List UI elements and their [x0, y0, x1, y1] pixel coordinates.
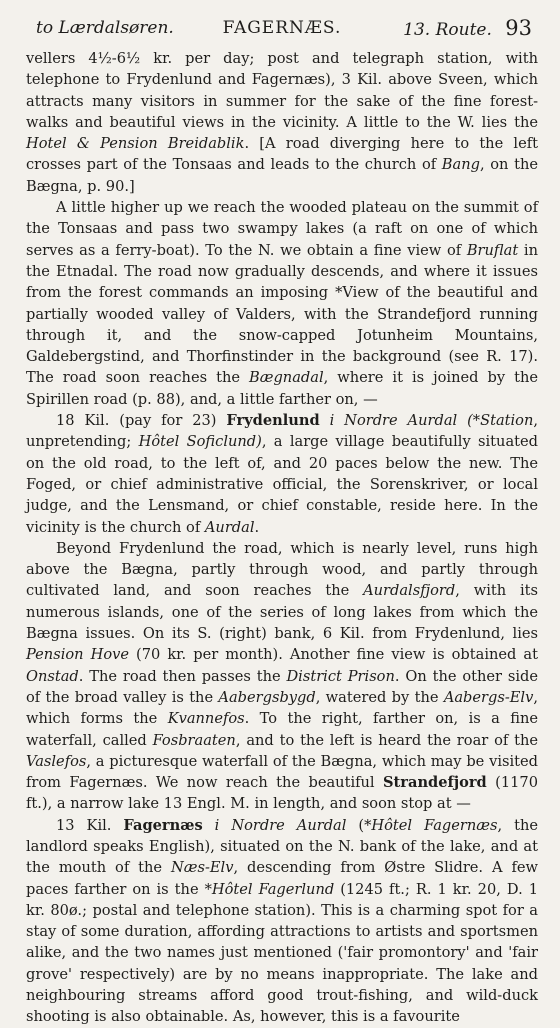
- italic-text: Hotel & Pension Breidablik: [26, 135, 245, 153]
- text-run: , the landlord speaks English), situated on the N. bank of the lake, and at the mouth of the: [26, 816, 538, 877]
- bold-text: Strandefjord: [383, 774, 487, 792]
- text-run: Beyond Frydenlund the road, which is nearly level, runs high above the Bægna, partly through wood, and partly through cultivated land, and soon reaches the: [26, 539, 538, 600]
- text-run: , watered by the: [315, 688, 444, 706]
- italic-text: Bruflat: [466, 241, 519, 259]
- italic-text: Aabergs-Elv: [443, 688, 534, 706]
- text-run: 18 Kil. (pay for 23): [56, 412, 227, 430]
- text-run: (70 kr. per month). Another fine view is obtained at: [128, 646, 538, 664]
- text-run: A little higher up we reach the wooded plateau on the summit of the Tonsaas and pass two swampy lakes (a raft on one of which serves as a ferry-boat). To the N. we obtain a fine view of: [26, 199, 538, 259]
- text-run: [203, 817, 215, 834]
- italic-text: Hôtel Fagerlund: [211, 880, 335, 898]
- text-run: [320, 412, 330, 429]
- italic-text: Pension Hove: [26, 646, 129, 664]
- text-run: . The road then passes the: [78, 667, 287, 685]
- bold-text: Fagernæs: [123, 816, 203, 834]
- italic-text: Bægnadal: [249, 369, 324, 387]
- text-run: , descending from Østre Slidre. A few paces farther on is the *: [26, 859, 538, 898]
- header-right: [403, 16, 532, 40]
- text-run: , unpretending;: [26, 412, 538, 451]
- italic-text: Næs-Elv: [170, 859, 234, 877]
- text-run: (1170 ft.), a narrow lake 13 Engl. M. in length, and soon stop at —: [26, 774, 538, 813]
- bold-text: Frydenlund: [226, 412, 320, 430]
- text-run: .: [254, 518, 260, 536]
- text-run: . On the other side of the broad valley is the: [26, 667, 538, 706]
- italic-text: Aurdalsfjord: [363, 582, 456, 600]
- italic-text: i Nordre Aurdal: [214, 816, 347, 834]
- paragraph: [26, 815, 538, 1028]
- text-run: . [A road diverging here to the left crosses part of the Tonsaas and leads to the church of: [26, 135, 538, 174]
- italic-text: Kvannefos: [167, 710, 245, 728]
- paragraph: [26, 197, 538, 410]
- header-center-title: FAGERNÆS.: [222, 18, 342, 38]
- header-route: 13. Route.: [403, 20, 492, 40]
- italic-text: Hôtel Soficlund): [138, 433, 262, 451]
- text-run: , which forms the: [26, 688, 538, 728]
- italic-text: Vaslefos: [26, 752, 87, 770]
- text-run: (: [346, 816, 365, 834]
- paragraph: [26, 538, 538, 815]
- text-run: , on the Bægna, p. 90.]: [26, 156, 538, 195]
- italic-text: District Prison: [286, 667, 395, 685]
- italic-text: Aurdal: [204, 518, 255, 536]
- running-header: [26, 14, 538, 48]
- text-run: , and to the left is heard the roar of the: [235, 731, 538, 749]
- text-run: . To the right, farther on, is a fine waterfall, called: [26, 710, 538, 749]
- italic-text: Aabergsbygd: [218, 688, 316, 706]
- text-run: , with its numerous islands, one of the series of long lakes from which the Bægna issues. On its S. (right) bank, 6 Kil. from Frydenlund, lies: [26, 582, 538, 643]
- text-run: , where it is joined by the Spirillen road (p. 88), and, a little farther on, —: [26, 369, 538, 408]
- page-number: 93: [505, 16, 532, 40]
- paragraph: [26, 410, 538, 538]
- paragraph: [26, 48, 538, 197]
- text-run: in the Etnadal. The road now gradually descends, and where it issues from the forest commands an imposing *View of the beautiful and partially wooded valley of Valders, with the Strandefjord running through it, and the snow-capped Jotunheim Mountains, Galdebergstind, and Thorfinstinder in the background (see R. 17). The road soon reaches the: [26, 241, 538, 387]
- italic-text: Bang: [441, 156, 480, 174]
- text-run: , a picturesque waterfall of the Bægna, which may be visited from Fagernæs. We now reach the beautiful: [26, 752, 538, 792]
- italic-text: Onstad: [26, 667, 79, 685]
- italic-text: Fosbraaten: [152, 731, 236, 749]
- text-run: 13 Kil.: [56, 816, 124, 834]
- body-text: [26, 48, 538, 1028]
- text-run: , a large village beautifully situated on the old road, to the left of, and 20 paces below the new. The Foged, or chief administrative official, the Sorenskriver, or local judge, and the Lensmand, or chief constable, reside here. In the vicinity is the church of: [26, 433, 538, 536]
- text-run: (1245 ft.; R. 1 kr. 20, D. 1 kr. 80ø.; postal and telephone station). This is a charming spot for a stay of some duration, affording attractions to artists and sportsmen alike, and the two names just mentioned ('fair promontory' and 'fair grove' respectively) are by no means inappropriate. The lake and neighbouring streams afford good trout-fishing, and wild-duck shooting is also obtainable. As, however, this is a favourite: [26, 880, 538, 1026]
- italic-text: i Nordre Aurdal (*Station: [329, 412, 534, 430]
- header-left-title: to Lærdalsøren.: [36, 18, 174, 38]
- text-run: vellers 4½-6½ kr. per day; post and telegraph station, with telephone to Frydenlund and Fagernæs), 3 Kil. above Sveen, which attracts many visitors in summer for the sake of the fine forest-walks and beautiful views in the vicinity. A little to the W. lies the: [26, 50, 538, 131]
- italic-text: *Hôtel Fagernæs: [364, 816, 498, 834]
